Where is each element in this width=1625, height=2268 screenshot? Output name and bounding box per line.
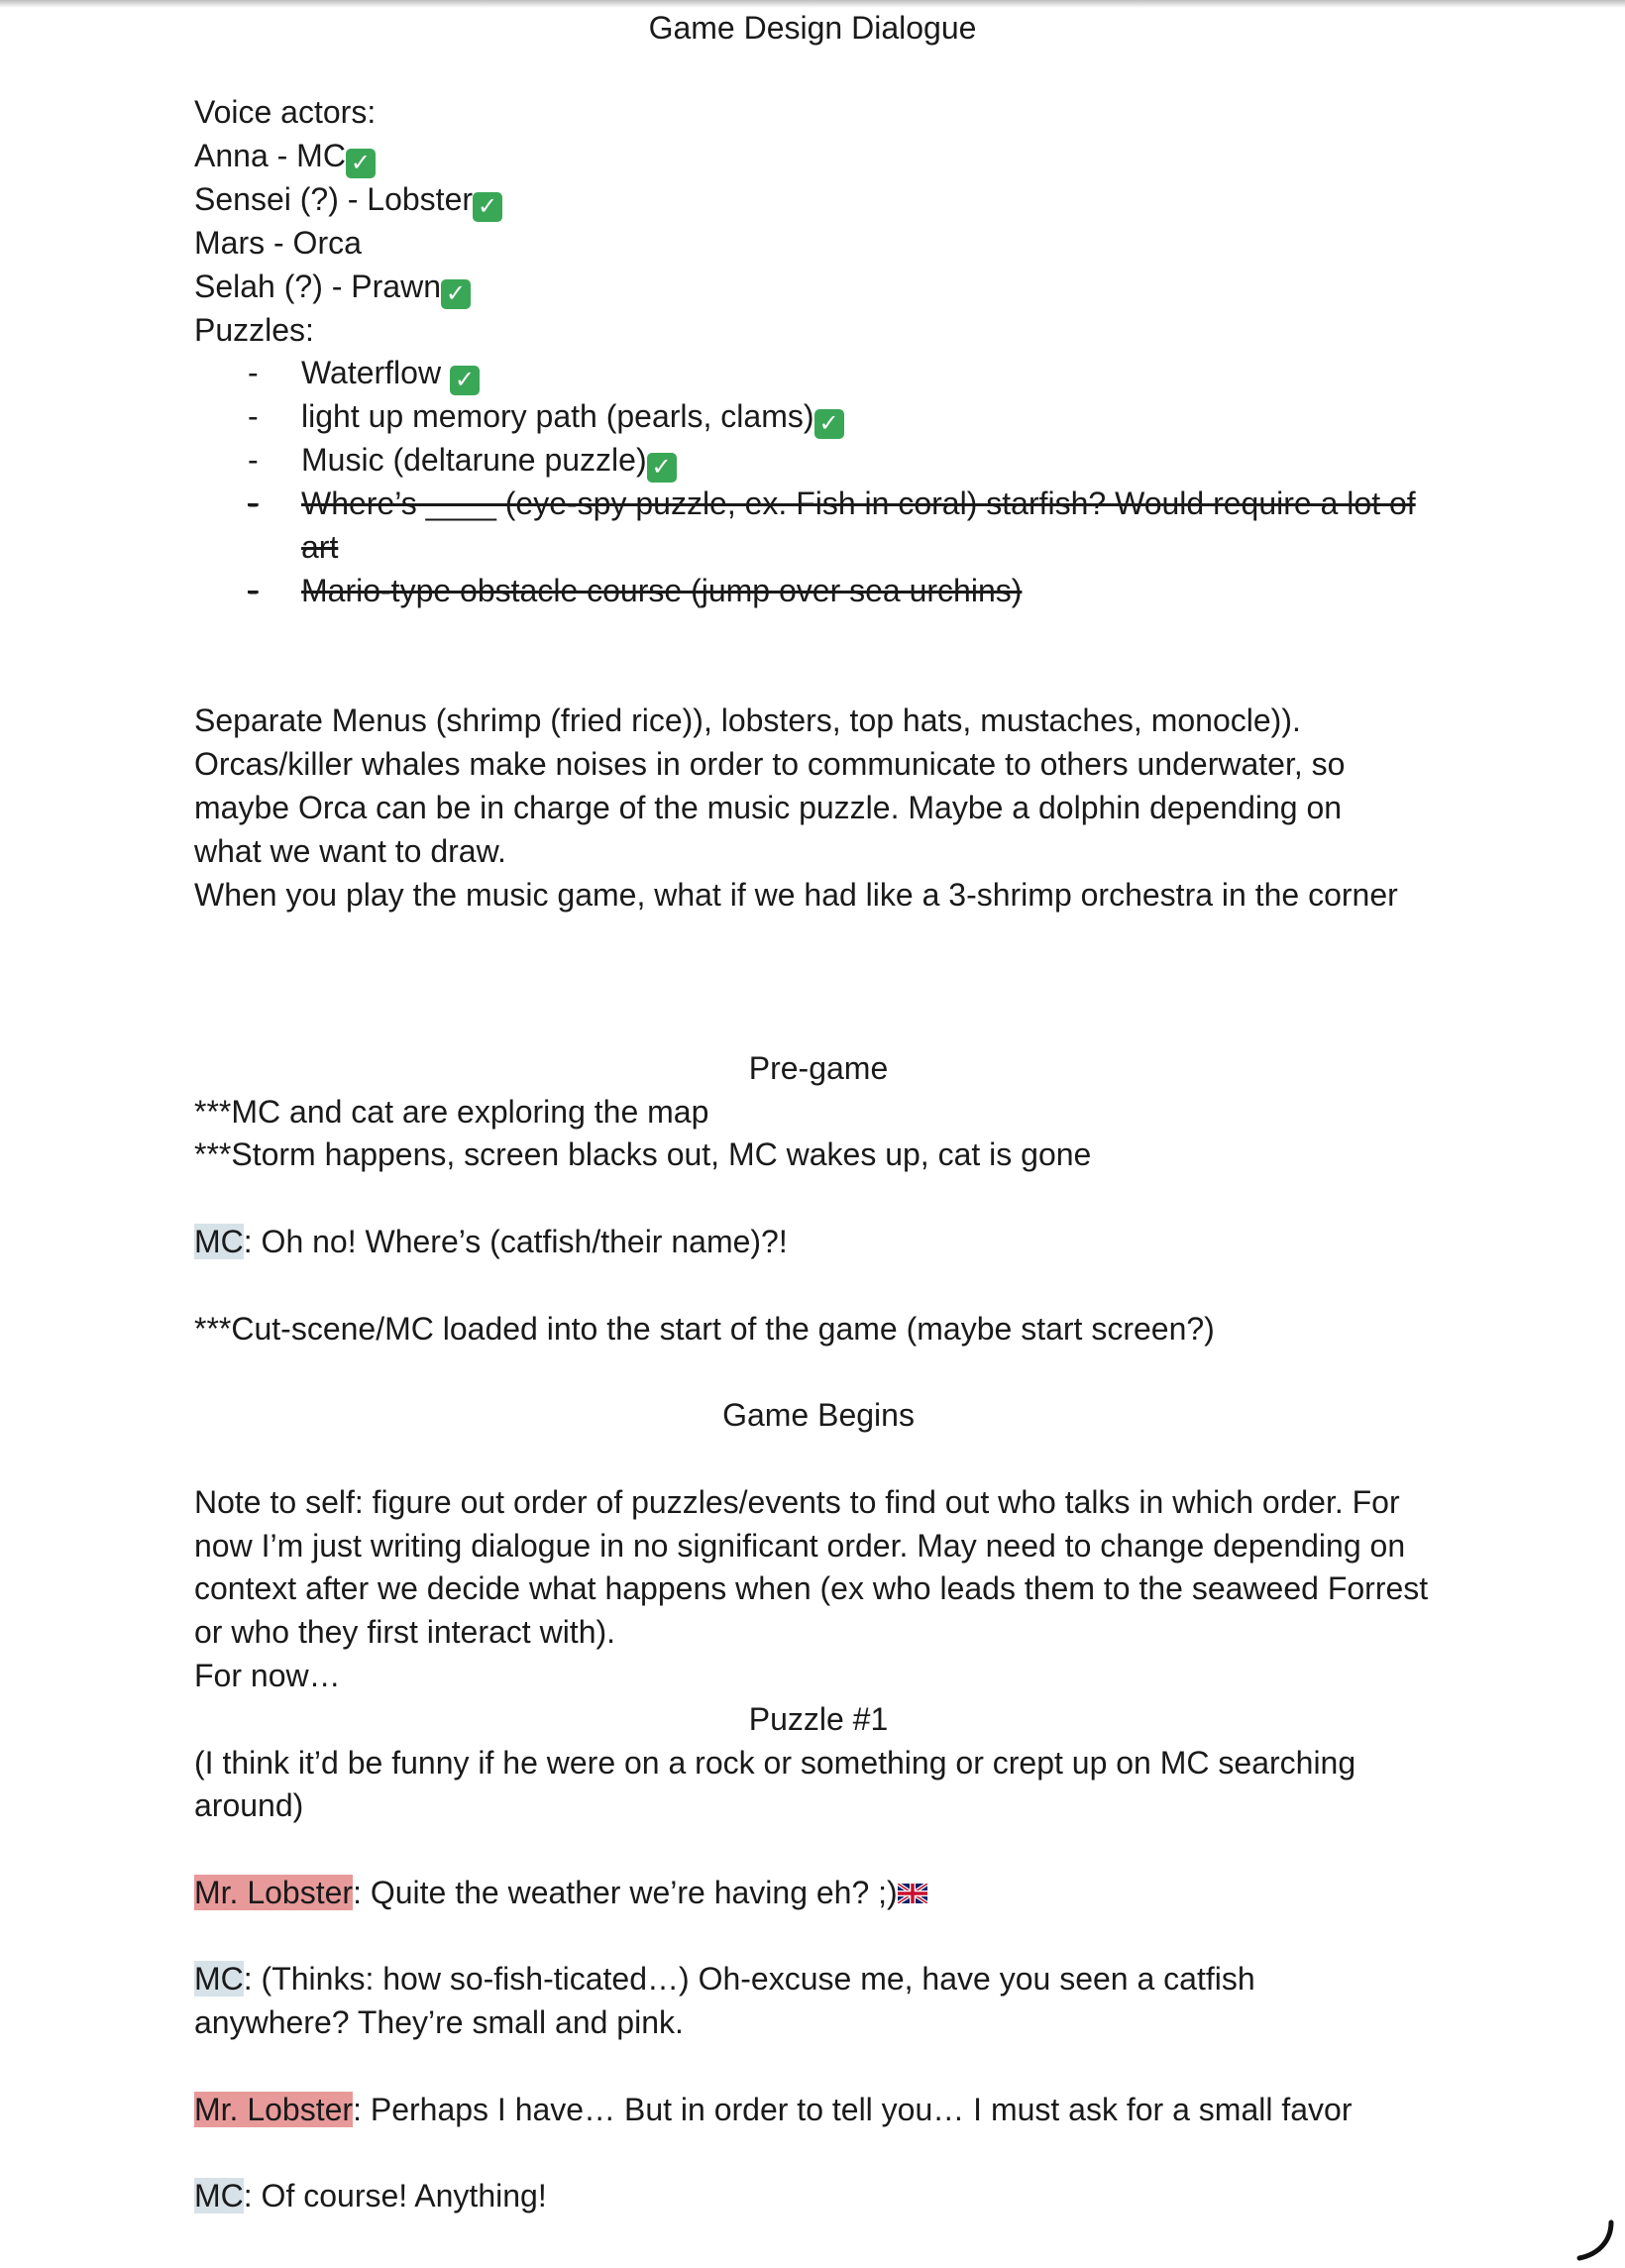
for-now-text: For now… xyxy=(194,1657,341,1693)
check-mark-icon: ✓ xyxy=(450,366,480,395)
section-heading-puzzle-1: Puzzle #1 xyxy=(748,1700,889,1737)
check-mark-icon: ✓ xyxy=(814,409,844,439)
puzzles-heading: Puzzles: xyxy=(194,311,314,348)
aside-paragraph: (I think it’d be funny if he were on a rock or something or crept up on MC searching around) xyxy=(194,1744,1356,1824)
dialogue-text: : Oh no! Where’s (catfish/their name)?! xyxy=(243,1223,788,1259)
stage-direction: ***MC and cat are exploring the map xyxy=(194,1093,709,1130)
dialogue-text: : Of course! Anything! xyxy=(243,2178,547,2214)
dash-bullet: - xyxy=(248,355,259,391)
stage-direction: ***Cut-scene/MC loaded into the start of the game (maybe start screen?) xyxy=(194,1310,1215,1347)
dialogue-line xyxy=(194,1872,1443,1915)
actor-text: Anna - MC xyxy=(194,137,346,173)
dash-bullet: - xyxy=(248,398,259,435)
check-mark-icon: ✓ xyxy=(441,279,471,309)
dash-bullet: - xyxy=(248,442,259,479)
speaker-lobster: Mr. Lobster xyxy=(194,1874,354,1910)
dialogue-text: : Quite the weather we’re having eh? ;) xyxy=(353,1874,898,1910)
speaker-mc: MC xyxy=(194,1223,244,1259)
speaker-mc: MC xyxy=(194,2178,244,2214)
notes-paragraph: Separate Menus (shrimp (fried rice)), lobsters, top hats, mustaches, monocle)). Orcas/killer whales make noises in order to communicate to others underwater, so maybe Orca can be in charge of the music puzzle. Maybe a dolphin depending on what we want to draw. xyxy=(194,702,1346,869)
speaker-mc: MC xyxy=(194,1961,244,1998)
dash-bullet: - xyxy=(248,486,259,522)
dialogue-line xyxy=(194,2089,1443,2132)
puzzle-item xyxy=(194,395,1443,439)
actor-line xyxy=(194,266,1443,309)
dialogue-line xyxy=(194,1221,1443,1264)
puzzle-item xyxy=(194,352,1443,395)
dialogue-text: : (Thinks: how so-fish-ticated…) Oh-excuse me, have you seen a catfish anywhere? They’re small and pink. xyxy=(194,1961,1255,2041)
uk-flag-icon xyxy=(898,1884,927,1903)
dialogue-text: : Perhaps I have… But in order to tell you… I must ask for a small favor xyxy=(353,2091,1353,2127)
check-mark-icon: ✓ xyxy=(346,149,376,178)
actor-line xyxy=(194,178,1443,222)
actor-text: Selah (?) - Prawn xyxy=(194,268,441,304)
actor-line xyxy=(194,222,1443,266)
document-body xyxy=(194,91,1443,2218)
puzzle-item xyxy=(194,439,1443,483)
dialogue-line xyxy=(194,2175,1443,2218)
notes-paragraph: When you play the music game, what if we had like a 3-shrimp orchestra in the corner xyxy=(194,876,1398,913)
speaker-lobster: Mr. Lobster xyxy=(194,2091,354,2127)
puzzle-list xyxy=(194,352,1443,612)
check-mark-icon: ✓ xyxy=(647,453,677,483)
section-heading-pregame: Pre-game xyxy=(748,1049,889,1086)
puzzle-text: light up memory path (pearls, clams) xyxy=(301,398,814,435)
scroll-indicator-icon[interactable] xyxy=(1573,2218,1617,2262)
note-paragraph: Note to self: figure out order of puzzles/events to find out who talks in which order. For now I’m just writing dialogue in no significant order. May need to change depending on context after we decide what happens when (ex who leads them to the seaweed Forrest or who they first interact with). xyxy=(194,1483,1429,1651)
puzzle-text: Waterflow xyxy=(301,355,450,391)
actor-text: Sensei (?) - Lobster xyxy=(194,180,474,217)
dialogue-line xyxy=(194,1958,1413,2045)
voice-actors-heading: Voice actors: xyxy=(194,94,377,130)
actor-text: Mars - Orca xyxy=(194,224,362,261)
puzzle-item-struck xyxy=(194,570,1443,613)
section-heading-game-begins: Game Begins xyxy=(722,1397,915,1434)
puzzle-item-struck xyxy=(194,483,1443,570)
actor-line xyxy=(194,135,1443,178)
check-mark-icon: ✓ xyxy=(473,192,502,222)
dash-bullet: - xyxy=(248,572,259,608)
document-title: Game Design Dialogue xyxy=(648,10,977,46)
puzzle-text: Music (deltarune puzzle) xyxy=(301,442,647,479)
puzzle-text: Where’s ____ (eye-spy puzzle, ex. Fish in coral) starfish? Would require a lot of art xyxy=(301,486,1416,566)
stage-direction: ***Storm happens, screen blacks out, MC wakes up, cat is gone xyxy=(194,1136,1092,1173)
puzzle-text: Mario-type obstacle course (jump over sea urchins) xyxy=(301,572,1023,608)
